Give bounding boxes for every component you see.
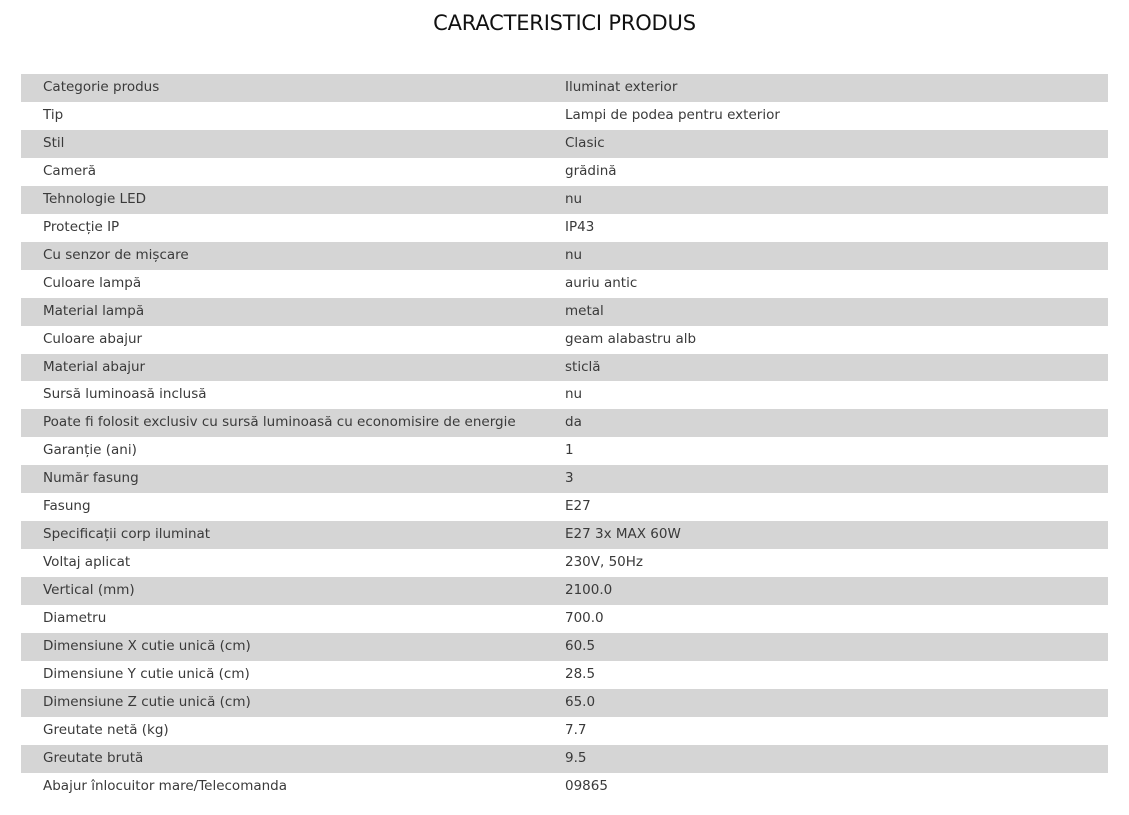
spec-value: nu — [565, 190, 583, 207]
spec-label: Dimensiune Y cutie unică (cm) — [43, 666, 250, 683]
spec-label: Tip — [43, 106, 64, 123]
spec-label: Protecție IP — [43, 218, 120, 235]
spec-label: Categorie produs — [43, 79, 160, 95]
table-row — [21, 745, 1108, 773]
spec-label: Material lampă — [43, 302, 145, 319]
spec-value: sticlă — [565, 358, 601, 375]
spec-label: Dimensiune X cutie unică (cm) — [43, 638, 251, 655]
table-row — [21, 577, 1108, 605]
table-row — [21, 633, 1108, 661]
table-row — [21, 214, 1108, 242]
spec-label: Cu senzor de mișcare — [43, 246, 189, 263]
spec-value: auriu antic — [565, 274, 638, 291]
spec-label: Tehnologie LED — [43, 190, 147, 207]
spec-value: Lampi de podea pentru exterior — [565, 106, 780, 123]
table-row — [21, 773, 1108, 801]
table-row — [21, 549, 1108, 577]
table-row — [21, 326, 1108, 354]
spec-value: 1 — [565, 442, 574, 459]
table-row — [21, 381, 1108, 409]
table-row — [21, 717, 1108, 745]
page-title: CARACTERISTICI PRODUS — [433, 11, 696, 35]
spec-value: 700.0 — [565, 610, 604, 627]
table-row — [21, 270, 1108, 298]
spec-label: Specificații corp iluminat — [43, 526, 211, 543]
spec-label: Greutate netă (kg) — [43, 721, 169, 738]
spec-value: Iluminat exterior — [565, 79, 678, 95]
spec-label: Număr fasung — [43, 470, 139, 487]
spec-label: Dimensiune Z cutie unică (cm) — [43, 693, 251, 710]
table-row — [21, 298, 1108, 326]
spec-value: 9.5 — [565, 749, 587, 766]
spec-label: Culoare abajur — [43, 330, 143, 347]
spec-label: Material abajur — [43, 358, 146, 375]
spec-label: Voltaj aplicat — [43, 554, 131, 571]
spec-label: Abajur înlocuitor mare/Telecomanda — [43, 777, 288, 794]
spec-value: 09865 — [565, 777, 608, 794]
table-row — [21, 605, 1108, 633]
spec-value: 28.5 — [565, 666, 596, 683]
table-row — [21, 437, 1108, 465]
spec-value: nu — [565, 246, 583, 263]
spec-label: Greutate brută — [43, 749, 144, 766]
spec-value: 60.5 — [565, 638, 596, 655]
spec-value: metal — [565, 302, 604, 319]
specs-table — [21, 74, 1108, 801]
table-row — [21, 521, 1108, 549]
spec-value: geam alabastru alb — [565, 330, 697, 347]
table-row — [21, 158, 1108, 186]
table-row — [21, 74, 1108, 102]
spec-value: 3 — [565, 470, 574, 487]
spec-value: 7.7 — [565, 721, 587, 738]
spec-value: IP43 — [565, 218, 595, 235]
table-row — [21, 186, 1108, 214]
table-row — [21, 409, 1108, 437]
spec-label: Culoare lampă — [43, 274, 142, 291]
spec-value: 2100.0 — [565, 582, 613, 599]
table-row — [21, 354, 1108, 382]
spec-value: 65.0 — [565, 693, 596, 710]
spec-label: Cameră — [43, 162, 96, 179]
table-row — [21, 242, 1108, 270]
table-row — [21, 493, 1108, 521]
spec-value: E27 — [565, 498, 591, 515]
table-row — [21, 130, 1108, 158]
spec-value: grădină — [565, 162, 617, 179]
spec-label: Garanție (ani) — [43, 442, 137, 459]
spec-label: Vertical (mm) — [43, 582, 135, 599]
spec-value: 230V, 50Hz — [565, 554, 644, 571]
spec-label: Sursă luminoasă inclusă — [43, 386, 207, 403]
table-row — [21, 465, 1108, 493]
table-row — [21, 661, 1108, 689]
table-row — [21, 689, 1108, 717]
spec-value: da — [565, 414, 582, 431]
spec-label: Diametru — [43, 610, 107, 627]
spec-label: Poate fi folosit exclusiv cu sursă luminoasă cu economisire de energie — [43, 414, 516, 431]
spec-label: Stil — [43, 134, 65, 151]
spec-label: Fasung — [43, 498, 91, 515]
specs-table-body — [21, 74, 1108, 801]
spec-value: nu — [565, 386, 583, 403]
spec-value: Clasic — [565, 134, 605, 151]
table-row — [21, 102, 1108, 130]
spec-value: E27 3x MAX 60W — [565, 526, 681, 543]
